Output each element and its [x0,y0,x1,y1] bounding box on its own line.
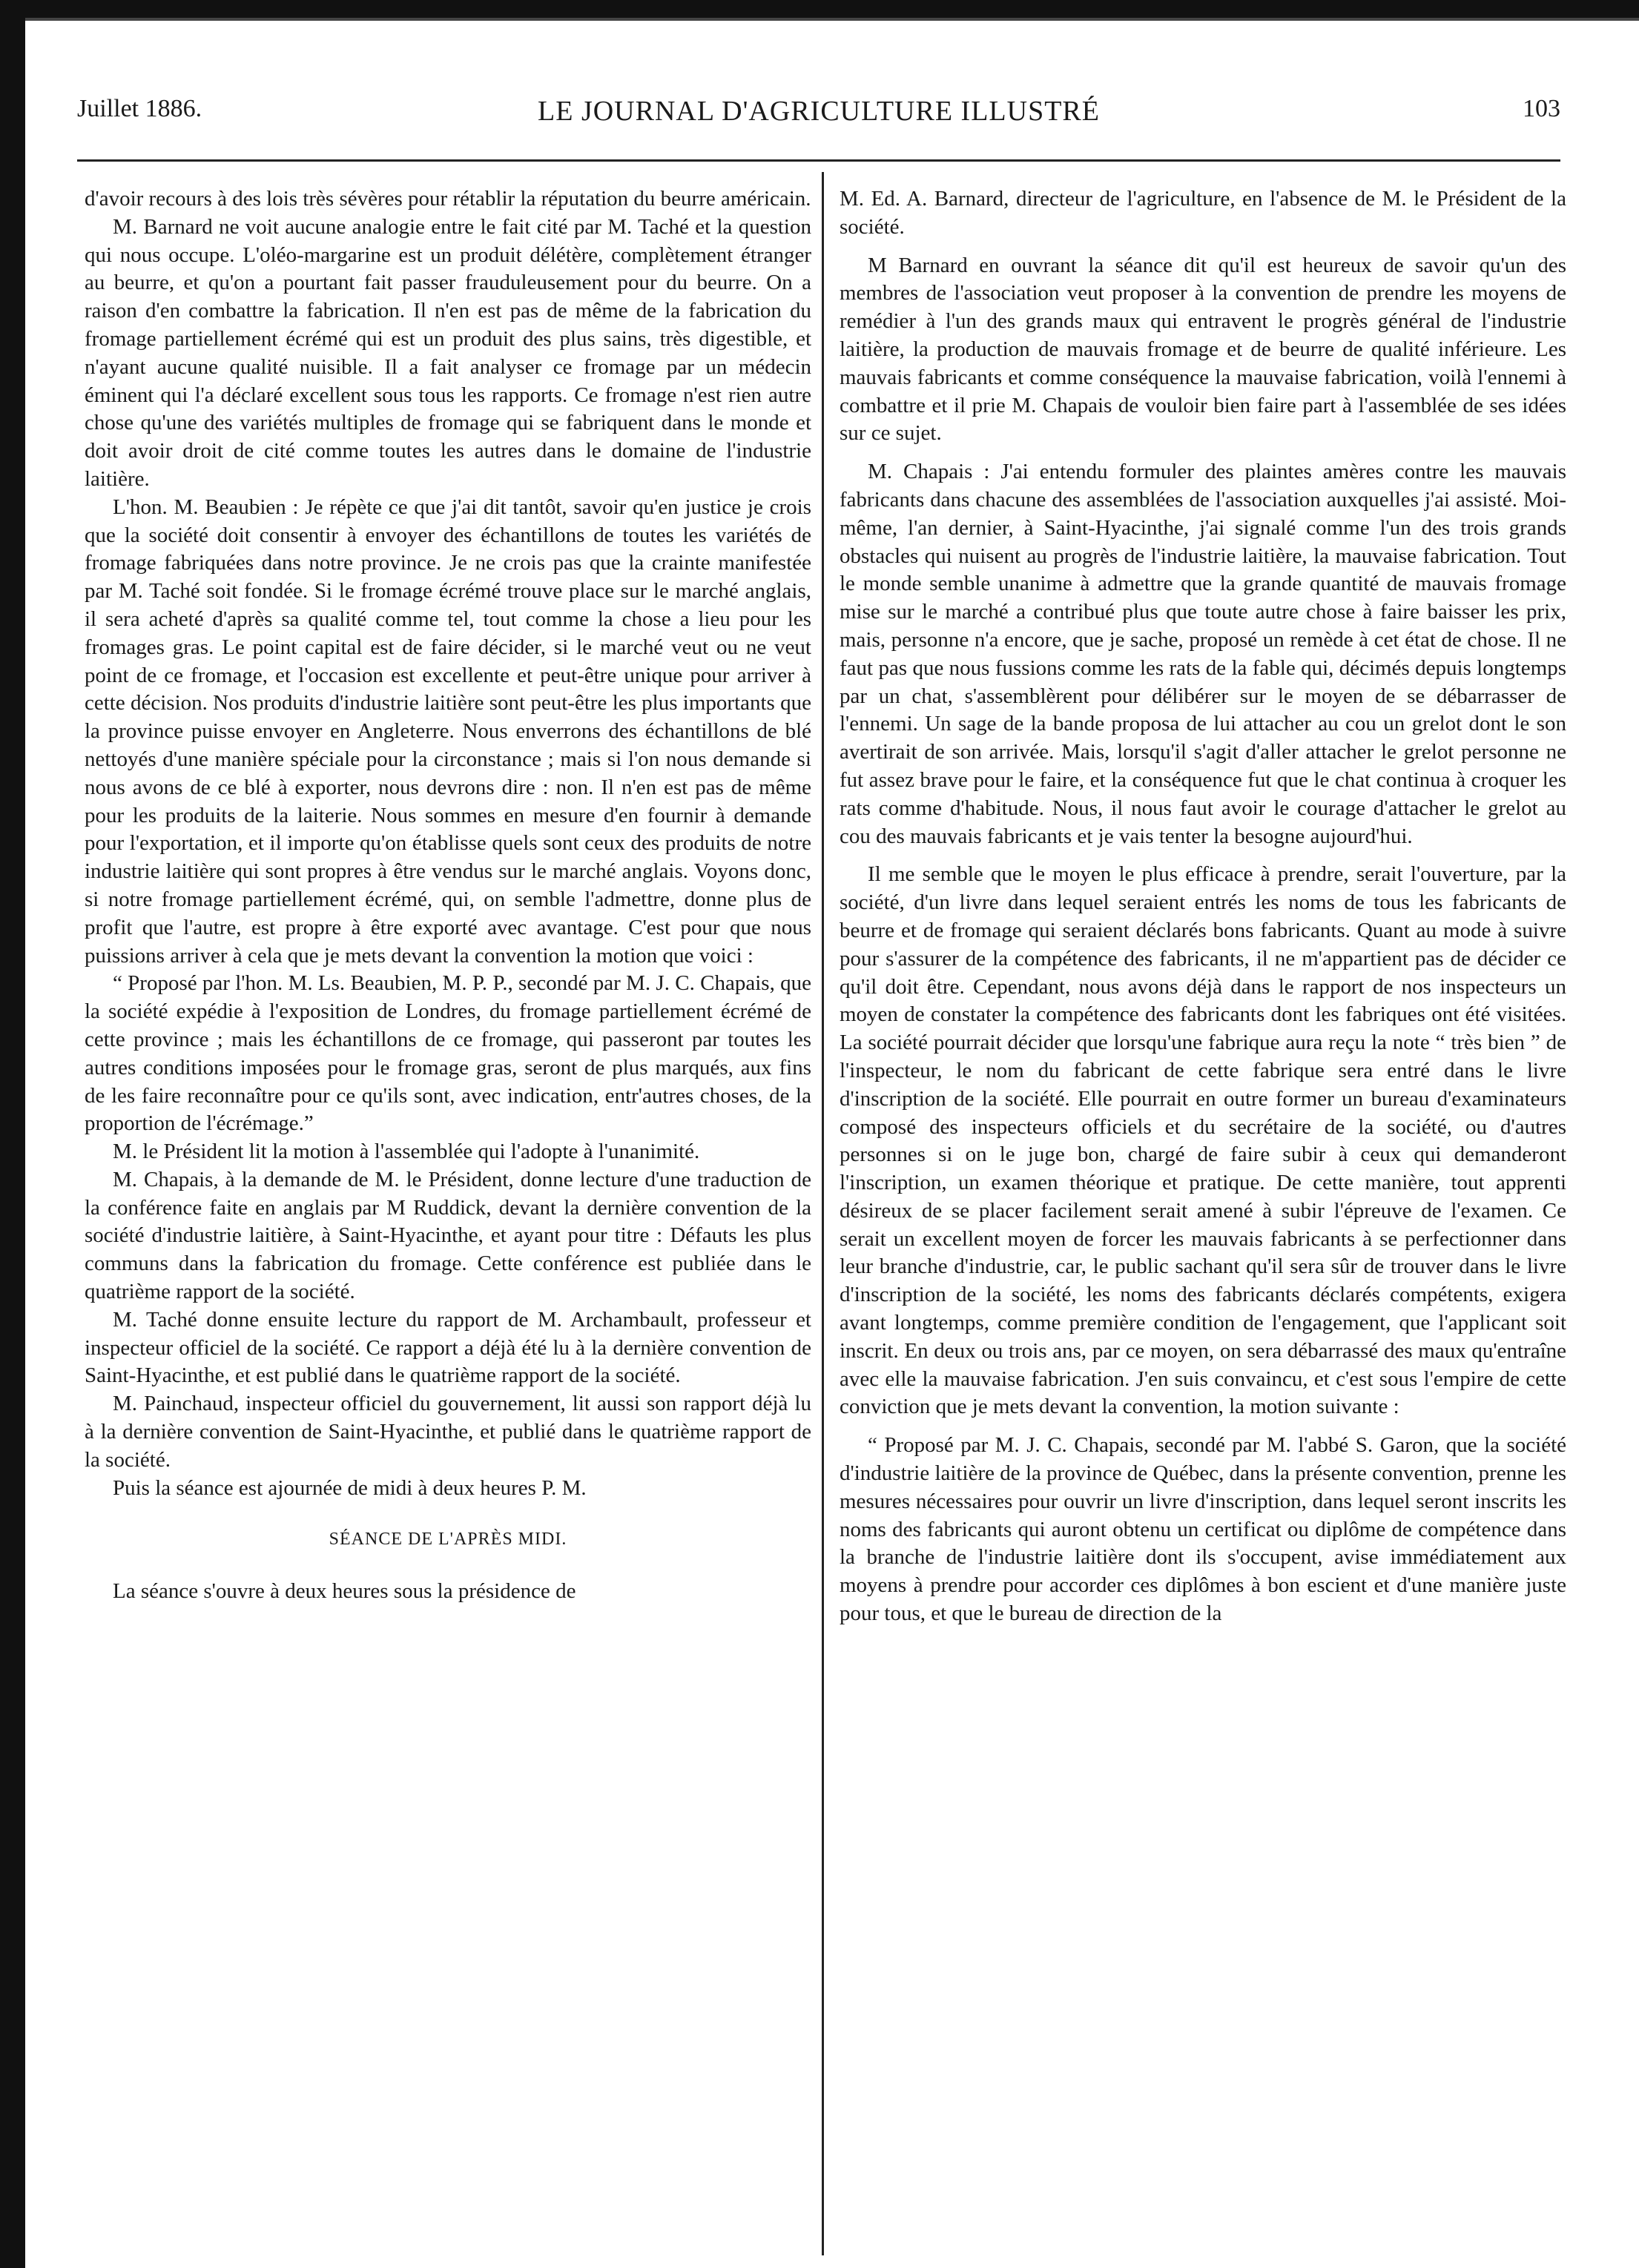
paragraph: Il me semble que le moyen le plus efficace à prendre, serait l'ouverture, par la société, d'un livre dans lequel seraient entrés les noms de tous les fabricants de beurre et de fromage qui seraient déclarés bons fabricants. Quant au mode à suivre pour s'assurer de la compétence des fabricants, il ne m'appartient pas de décider ce qu'il doit être. Cependant, nous avons déjà dans le rapport de nos inspecteurs un moyen de constater la compétence des fabricants dont les fabriques ont été visitées. La société pourrait décider que lorsqu'une fabrique aura reçu la note “ très bien ” de l'inspecteur, le nom du fabricant de cette fabrique sera entré dans le livre d'inscription de la société. Elle pourrait en outre former un bureau d'examinateurs composé des inspecteurs officiels et du secrétaire de la société, ou d'autres personnes si on le juge bon, chargé de faire subir à ceux qui demanderont l'inscription, un examen théorique et pratique. De cette manière, tout apprenti désireux de se placer facilement serait amené à subir l'épreuve de l'examen. Ce serait un excellent moyen de forcer les mauvais fabricants à se perfectionner dans leur branche d'industrie, car, le public sachant qu'il sera sûr de trouver dans le livre d'inscription de la société, les noms des fabricants déclarés compétents, exigera avant longtemps, comme première condition de l'engagement, que l'applicant soit inscrit. En deux ou trois ans, par ce moyen, on sera débarrassé des maux qu'entraîne avec elle la mauvaise fabrication. J'en suis convaincu, et c'est sous l'empire de cette conviction que je mets devant la convention, la motion suivante : [840,862,1566,1419]
motion-paragraph: “ Proposé par l'hon. M. Ls. Beaubien, M. P. P., secondé par M. J. C. Chapais, que la société expédie à l'exposition de Londres, du fromage partiellement écrémé de cette province ; mais les échantillons de ce fromage, qui passeront par toutes les autres conditions imposées pour le fromage gras, seront de plus marqués, aux fins de les faire reconnaître pour ce qu'ils sont, avec indication, entr'autres choses, de la proportion de l'écrémage.” [85,971,811,1136]
header-date: Juillet 1886. [77,95,202,122]
paragraph: La séance s'ouvre à deux heures sous la présidence de [113,1579,576,1604]
paragraph: Puis la séance est ajournée de midi à deux heures P. M. [113,1475,587,1500]
paragraph: M. Chapais, à la demande de M. le Président, donne lecture d'une traduction de la conférence faite en anglais par M Ruddick, devant la dernière convention de la société d'industrie laitière, à Saint-Hyacinthe, et ayant pour titre : Défauts les plus communs dans la fabrication du fromage. Cette conférence est publiée dans le quatrième rapport de la société. [85,1167,811,1304]
motion-paragraph: “ Proposé par M. J. C. Chapais, secondé par M. l'abbé S. Garon, que la société d'industrie laitière de la province de Québec, dans la présente convention, prenne les mesures nécessaires pour ouvrir un livre d'inscription, dans lequel seront inscrits les noms des fabricants qui auront obtenu un certificat ou diplôme de compétence dans la branche de l'industrie laitière dont ils s'occupent, avise immédiatement aux moyens à prendre pour accorder ces diplômes à bon escient et d'une manière juste pour tous, et que le bureau de direction de la [840,1433,1566,1626]
scan-edge-strip [25,18,1639,21]
paragraph: M. le Président lit la motion à l'assemblée qui l'adopte à l'unanimité. [113,1140,700,1164]
scan-edge-left [0,0,25,2268]
scan-edge-top [0,0,1639,18]
section-heading: SÉANCE DE L'APRÈS MIDI. [329,1530,567,1550]
paragraph: M. Painchaud, inspecteur officiel du gouvernement, lit aussi son rapport déjà lu à la dernière convention de Saint-Hyacinthe, et publié dans le quatrième rapport de la société. [85,1392,811,1472]
paragraph: M. Barnard ne voit aucune analogie entre le fait cité par M. Taché et la question qui nous occupe. L'oléo-margarine est un produit délétère, complètement étranger au beurre, et qu'on a pourtant fait passer frauduleusement pour du beurre. On a raison d'en combattre la fabrication. Il n'en est pas de même de la fabrication du fromage partiellement écrémé qui est un produit des plus sains, très digestible, et n'ayant aucune qualité nuisible. Il a fait analyser ce fromage par un médecin éminent qui l'a déclaré excellent sous tous les rapports. Ce fromage n'est rien autre chose qu'une des variétés multiples de fromage qui se fabriquent dans le monde et doit avoir droit de cité comme toutes les autres dans le domaine de l'industrie laitière. [85,214,811,491]
paragraph: d'avoir recours à des lois très sévères pour rétablir la réputation du beurre américain. [85,187,811,211]
right-column [840,185,1566,1628]
column-divider [822,172,824,2255]
paragraph: M. Chapais : J'ai entendu formuler des plaintes amères contre les mauvais fabricants dans chacune des assemblées de l'association auxquelles j'ai assisté. Moi-même, l'an dernier, à Saint-Hyacinthe, j'ai signalé comme l'un des trois grands obstacles qui nuisent au progrès de l'industrie laitière, la mauvaise fabrication. Tout le monde semble unanime à admettre que la grande quantité de mauvais fromage mise sur le marché a contribué plus que toute autre chose à faire baisser les prix, mais, personne n'a encore, que je sache, proposé un remède à cet état de chose. Il ne faut pas que nous fussions comme les rats de la fable qui, décimés depuis longtemps par un chat, s'assemblèrent pour délibérer sur le moyen de se débarrasser de l'ennemi. Un sage de la bande proposa de lui attacher au cou un grelot dont le son avertirait de son arrivée. Mais, lorsqu'il s'agit d'aller attacher le grelot personne ne fut assez brave pour le faire, et la conséquence fut que le chat continua à croquer les rats comme d'habitude. Nous, il nous faut avoir le courage d'attacher le grelot au cou des mauvais fabricants et je vais tenter la besogne aujourd'hui. [840,460,1566,848]
page-header [77,95,1560,139]
page-number: 103 [1523,95,1560,122]
paragraph: L'hon. M. Beaubien : Je répète ce que j'ai dit tantôt, savoir qu'en justice je crois que la société doit consentir à envoyer des échantillons de toutes les variétés de fromage fabriquées dans notre province. Je ne crois pas que la crainte manifestée par M. Taché soit fondée. Si le fromage écrémé trouve place sur le marché anglais, il sera acheté d'après sa qualité comme tel, tout comme la chose a lieu pour les fromages gras. Le point capital est de faire décider, si le marché veut ou ne veut point de ce fromage, et l'occasion est excellente et peut-être unique pour arriver à cette décision. Nos produits d'industrie laitière sont peut-être les plus importants que la province puisse envoyer en Angleterre. Nous enverrons des échantillons de blé nettoyés d'une manière spéciale pour la circonstance ; mais si l'on nous demande si nous avons de ce blé à exporter, nous devrons dire : non. Il n'en est pas de même pour les produits de la laiterie. Nous sommes en mesure d'en fournir à demande pour l'exportation, et il importe qu'on établisse quels sont ceux des produits de notre industrie laitière qui sont propres à être vendus sur le marché anglais. Voyons donc, si notre fromage partiellement écrémé, qui, on semble l'admettre, donne plus de profit que l'autre, est propre à être exporté avec avantage. C'est pour que nous puissions arriver à cela que je mets devant la convention la motion que voici : [85,495,811,968]
header-rule [77,159,1560,162]
left-column [85,185,811,1606]
journal-title: LE JOURNAL D'AGRICULTURE ILLUSTRÉ [538,96,1100,127]
paragraph: M. Taché donne ensuite lecture du rapport de M. Archambault, professeur et inspecteur officiel de la société. Ce rapport a déjà été lu à la dernière convention de Saint-Hyacinthe, et est publié dans le quatrième rapport de la société. [85,1307,811,1388]
paragraph: M Barnard en ouvrant la séance dit qu'il est heureux de savoir qu'un des membres de l'association veut proposer à la convention de prendre les moyens de remédier à l'un des grands maux qui entravent le progrès général de l'industrie laitière, la production de mauvais fromage et de beurre de qualité inférieure. Les mauvais fabricants et comme conséquence la mauvaise fabrication, voilà l'ennemi à combattre et il prie M. Chapais de vouloir bien faire part à l'assemblée de ses idées sur ce sujet. [840,253,1566,446]
paragraph: M. Ed. A. Barnard, directeur de l'agriculture, en l'absence de M. le Président de la société. [840,187,1566,239]
